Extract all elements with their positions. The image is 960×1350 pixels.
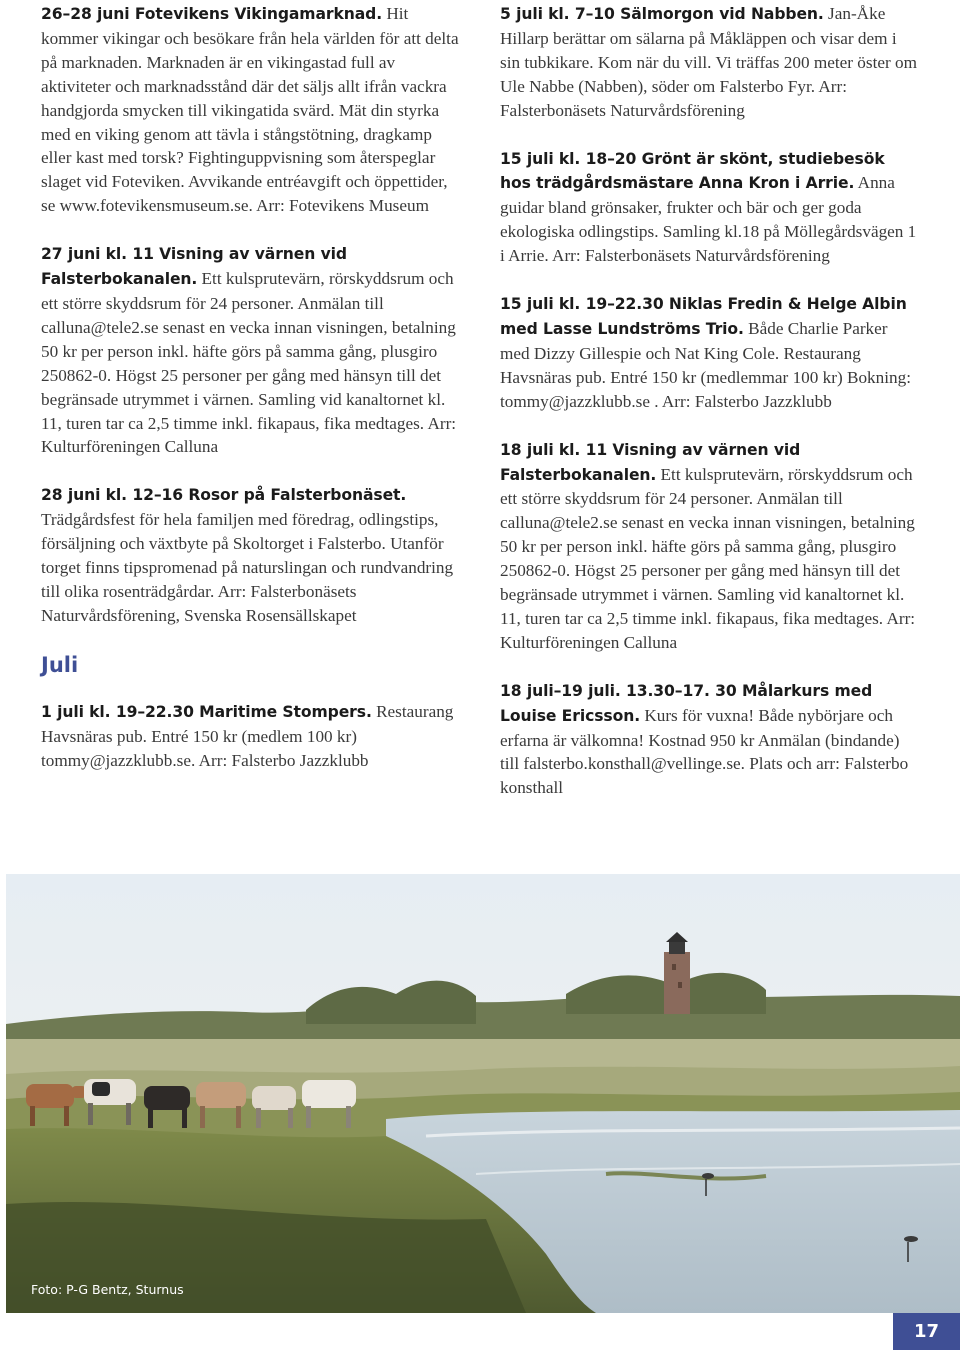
right-column [500,2,920,824]
event-heading: 28 juni kl. 12–16 Rosor på Falsterbonäset. [41,486,407,505]
event-entry [500,679,920,801]
event-body: Kurs för vuxna! Både nybörjare och erfarna är välkomna! Kostnad 950 kr Anmälan (bindande) till falsterbo.konsthall@vellinge.se. Plats och arr: Falsterbo konsthall [500,705,909,798]
left-column [41,2,461,796]
event-body: Trädgårdsfest för hela familjen med föredrag, odlingstips, försäljning och växtbyte på Skoltorget i Falsterbo. Utanför torget finns tipspromenad på naturslingan och rundvandring till olika rosenträdgårdar. Arr: Falsterbonäsets Naturvårdsförening, Svenska Rosensällskapet [41,510,454,625]
event-heading: 26–28 juni Fotevikens Vikingamarknad. [41,5,383,23]
event-entry [500,2,920,123]
event-heading: 27 juni kl. 11 Visning av värnen vid Falsterbokanalen. [41,245,347,289]
event-entry [41,242,461,459]
event-body: Anna guidar bland grönsaker, frukter och bär och ger goda ekologiska odlingstips. Samling kl.18 på Möllegårdsvägen 1 i Arrie. Arr: Falsterbonäsets Naturvårdsförening [500,173,917,266]
event-entry [41,700,461,773]
month-heading: Juli [41,652,79,677]
photo-credit: Foto: P-G Bentz, Sturnus [31,1282,184,1297]
event-body: Ett kulsprutevärn, rörskyddsrum och ett större skyddsrum för 24 personer. Anmälan till calluna@tele2.se senast en vecka innan visningen, betalning 50 kr per person inkl. häfte görs på samma gång, plusgiro 250862-0. Högst 25 personer per gång med hänsyn till det begränsade utrymmet i värnen. Samling vid kanaltornet kl. 11, turen tar ca 2,5 timme inkl. fikapaus, fika medtages. Arr: Kulturföreningen Calluna [500,464,916,652]
event-body: Restaurang Havsnäras pub. Entré 150 kr (medlem 100 kr) tommy@jazzklubb.se. Arr: Falsterbo Jazzklubb [41,701,454,770]
event-body: Både Charlie Parker med Dizzy Gillespie och Nat King Cole. Restaurang Havsnäras pub. Entré 150 kr (medlemmar 100 kr) Bokning: tommy@jazzklubb.se . Arr: Falsterbo Jazzklubb [500,318,911,411]
event-heading: 15 juli kl. 18–20 Grönt är skönt, studiebesök hos trädgårdsmästare Anna Kron i Arrie. [500,149,885,193]
event-heading: 5 juli kl. 7–10 Sälmorgon vid Nabben. [500,5,824,23]
event-heading: 18 juli–19 juli. 13.30–17. 30 Målarkurs med Louise Ericsson. [500,681,873,725]
event-heading: 18 juli kl. 11 Visning av värnen vid Falsterbokanalen. [500,440,801,484]
landscape-photo [6,874,960,1313]
event-entry [41,483,461,627]
event-entry [500,292,920,414]
page-number: 17 [893,1313,960,1350]
landscape-photo-art [6,874,960,1313]
event-heading: 1 juli kl. 19–22.30 Maritime Stompers. [41,702,372,721]
event-entry [500,438,920,655]
event-body: Jan-Åke Hillarp berättar om sälarna på Måkläppen och visar dem i sin tubkikare. Kom när du vill. Vi träffas 200 meter öster om Ule Nabbe (Nabben), söder om Falsterbo Fyr. Arr: Falsterbonäsets Naturvårdsförening [500,4,917,120]
event-entry [500,147,920,269]
event-heading: 15 juli kl. 19–22.30 Niklas Fredin & Helge Albin med Lasse Lundströms Trio. [500,295,907,338]
event-body: Hit kommer vikingar och besökare från hela världen för att delta på marknaden. Marknaden är en vikingastad full av aktiviteter och marknadsstånd där det säljs allt ifrån vackra handgjorda smycken till vikingatida svärd. Mät din styrka med en viking genom att tävla i stångstötning, dragkamp eller kast med torsk? Fightinguppvisning som återspeglar slaget vid Foteviken. Avvikande entréavgift och öppettider, se www.fotevikensmuseum.se. Arr: Fotevikens Museum [41,4,459,216]
event-body: Ett kulsprutevärn, rörskyddsrum och ett större skyddsrum för 24 personer. Anmälan till calluna@tele2.se senast en vecka innan visningen, betalning 50 kr per person inkl. häfte görs på samma gång, plusgiro 250862-0. Högst 25 personer per gång med hänsyn till det begränsade utrymmet i värnen. Samling vid kanaltornet kl. 11, turen tar ca 2,5 timme inkl. fikapaus, fika medtages. Arr: Kulturföreningen Calluna [41,269,457,457]
event-entry [41,2,461,218]
